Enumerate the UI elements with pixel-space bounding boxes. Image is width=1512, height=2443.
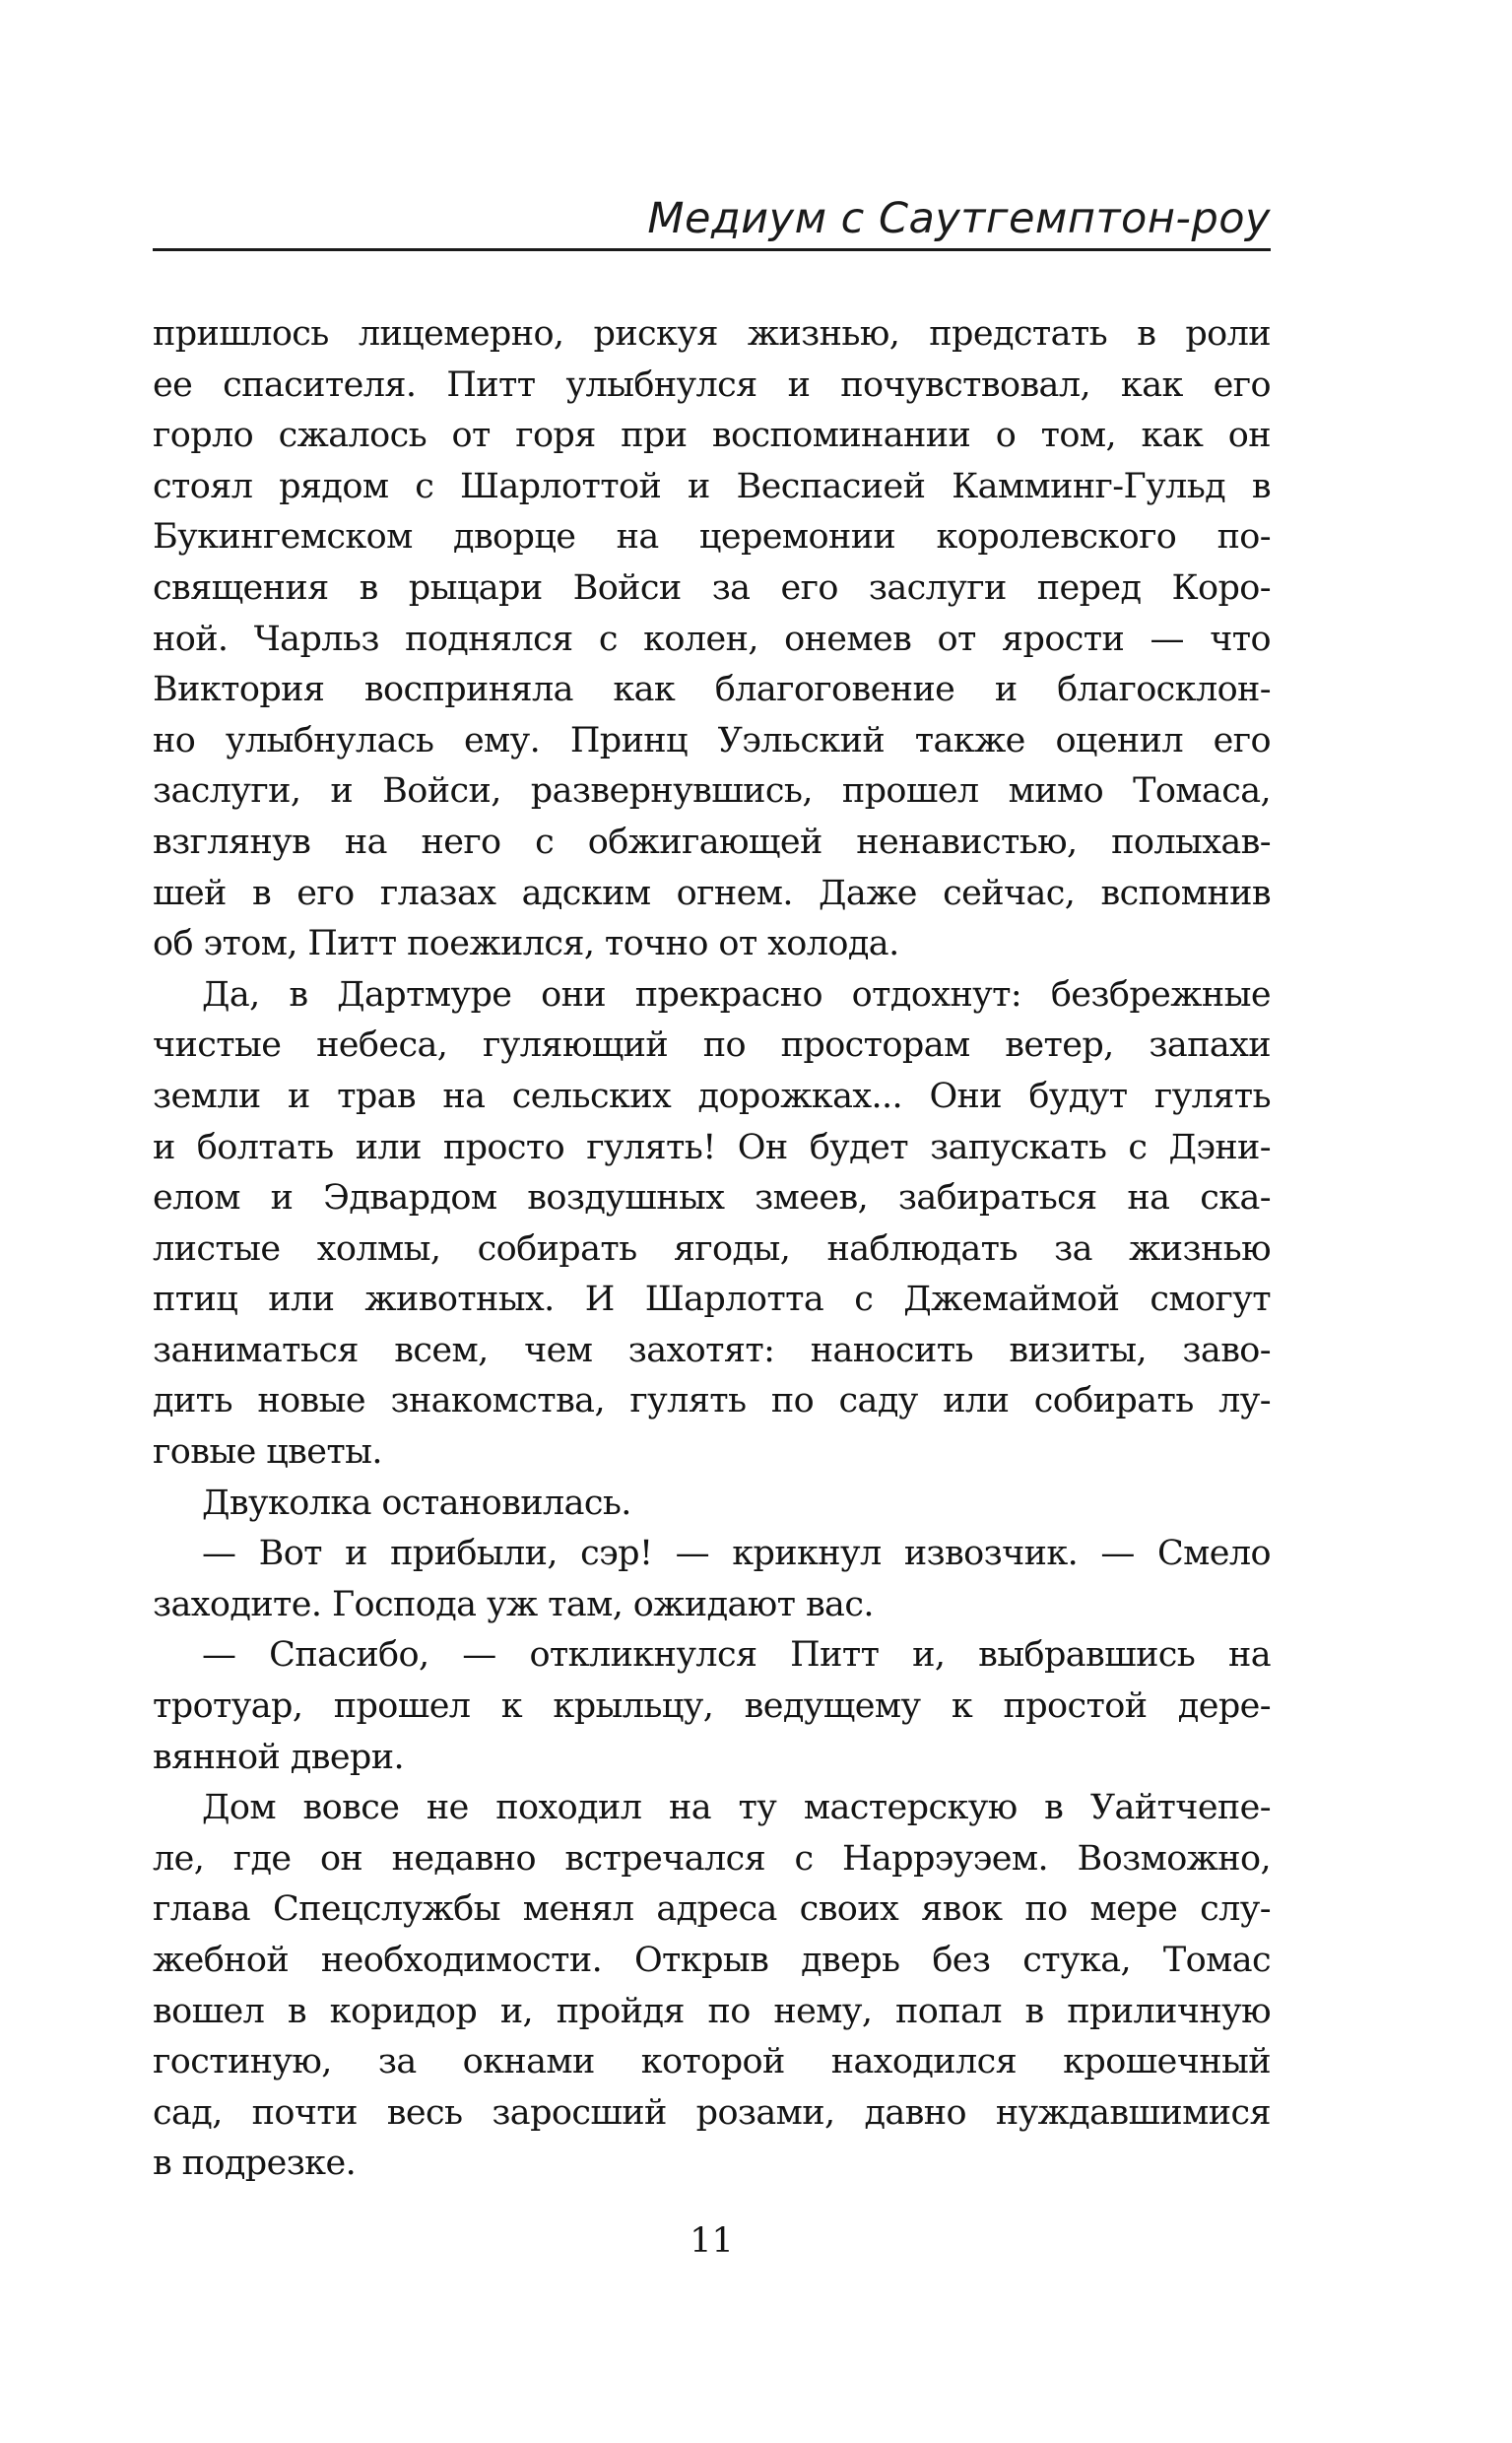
text-line: елом и Эдвардом воздушных змеев, забираться на ска- [153, 1178, 1271, 1219]
text-line: земли и трав на сельских дорожках... Они будут гулять [153, 1076, 1271, 1116]
text-line: священия в рыцари Войси за его заслуги перед Коро- [153, 567, 1271, 608]
text-line: шей в его глазах адским огнем. Даже сейчас, вспомнив [153, 873, 1271, 913]
text-line: ее спасителя. Питт улыбнулся и почувствовал, как его [153, 364, 1271, 405]
paragraph [153, 1479, 1271, 1530]
body-text [153, 309, 1271, 2190]
text-line: взглянув на него с обжигающей ненавистью, полыхав- [153, 822, 1271, 862]
paragraph [153, 1630, 1271, 1783]
text-line: заниматься всем, чем захотят: наносить визиты, заво- [153, 1330, 1271, 1370]
text-line: стоял рядом с Шарлоттой и Веспасией Камминг-Гульд в [153, 466, 1271, 506]
text-line: Виктория восприняла как благоговение и благосклон- [153, 670, 1271, 710]
text-line: Дом вовсе не походил на ту мастерскую в Уайтчепе- [202, 1788, 1271, 1828]
text-line: тротуар, прошел к крыльцу, ведущему к простой дере- [153, 1686, 1271, 1727]
text-line: птиц или животных. И Шарлотта с Джемаймой смогут [153, 1280, 1271, 1320]
text-line: чистые небеса, гуляющий по просторам ветер, запахи [153, 1025, 1271, 1066]
text-line: в подрезке. [153, 2144, 357, 2184]
paragraph [153, 1529, 1271, 1630]
text-line: ной. Чарльз поднялся с колен, онемев от ярости — что [153, 619, 1271, 659]
text-line: заходите. Господа уж там, ожидают вас. [153, 1584, 874, 1624]
paragraph [153, 1783, 1271, 2190]
text-line: гостиную, за окнами которой находился крошечный [153, 2042, 1271, 2082]
page-number: 11 [690, 2221, 734, 2261]
text-line: Букингемском дворце на церемонии королевского по- [153, 517, 1271, 558]
paragraph [153, 970, 1271, 1479]
text-line: вошел в коридор и, пройдя по нему, попал в приличную [153, 1991, 1271, 2031]
text-line: но улыбнулась ему. Принц Уэльский также оценил его [153, 720, 1271, 760]
text-line: жебной необходимости. Открыв дверь без стука, Томас [153, 1941, 1271, 1980]
text-line: ле, где он недавно встречался с Наррэуэем. Возможно, [153, 1838, 1271, 1879]
paragraph [153, 309, 1271, 970]
text-line: дить новые знакомства, гулять по саду или собирать лу- [153, 1381, 1271, 1421]
text-line: горло сжалось от горя при воспоминании о том, как он [153, 416, 1271, 456]
header-rule [153, 248, 1271, 251]
text-line: об этом, Питт поежился, точно от холода. [153, 924, 899, 964]
text-line: Двуколка остановилась. [202, 1483, 631, 1523]
text-line: говые цветы. [153, 1432, 382, 1473]
text-line: листые холмы, собирать ягоды, наблюдать за жизнью [153, 1228, 1271, 1269]
text-line: — Спасибо, — откликнулся Питт и, выбравшись на [202, 1635, 1271, 1676]
text-line: Да, в Дартмуре они прекрасно отдохнут: безбрежные [202, 974, 1271, 1015]
text-line: пришлось лицемерно, рискуя жизнью, предстать в роли [153, 314, 1271, 354]
text-line: — Вот и прибыли, сэр! — крикнул извозчик. — Смело [202, 1534, 1271, 1574]
text-line: глава Спецслужбы менял адреса своих явок по мере слу- [153, 1889, 1271, 1930]
text-line: сад, почти весь заросший розами, давно нуждавшимися [153, 2092, 1271, 2133]
text-line: вянной двери. [153, 1737, 404, 1777]
text-line: и болтать или просто гулять! Он будет запускать с Дэни- [153, 1127, 1271, 1167]
text-line: заслуги, и Войси, развернувшись, прошел мимо Томаса, [153, 771, 1271, 812]
running-title: Медиум с Саутгемптон-роу [647, 194, 1271, 243]
